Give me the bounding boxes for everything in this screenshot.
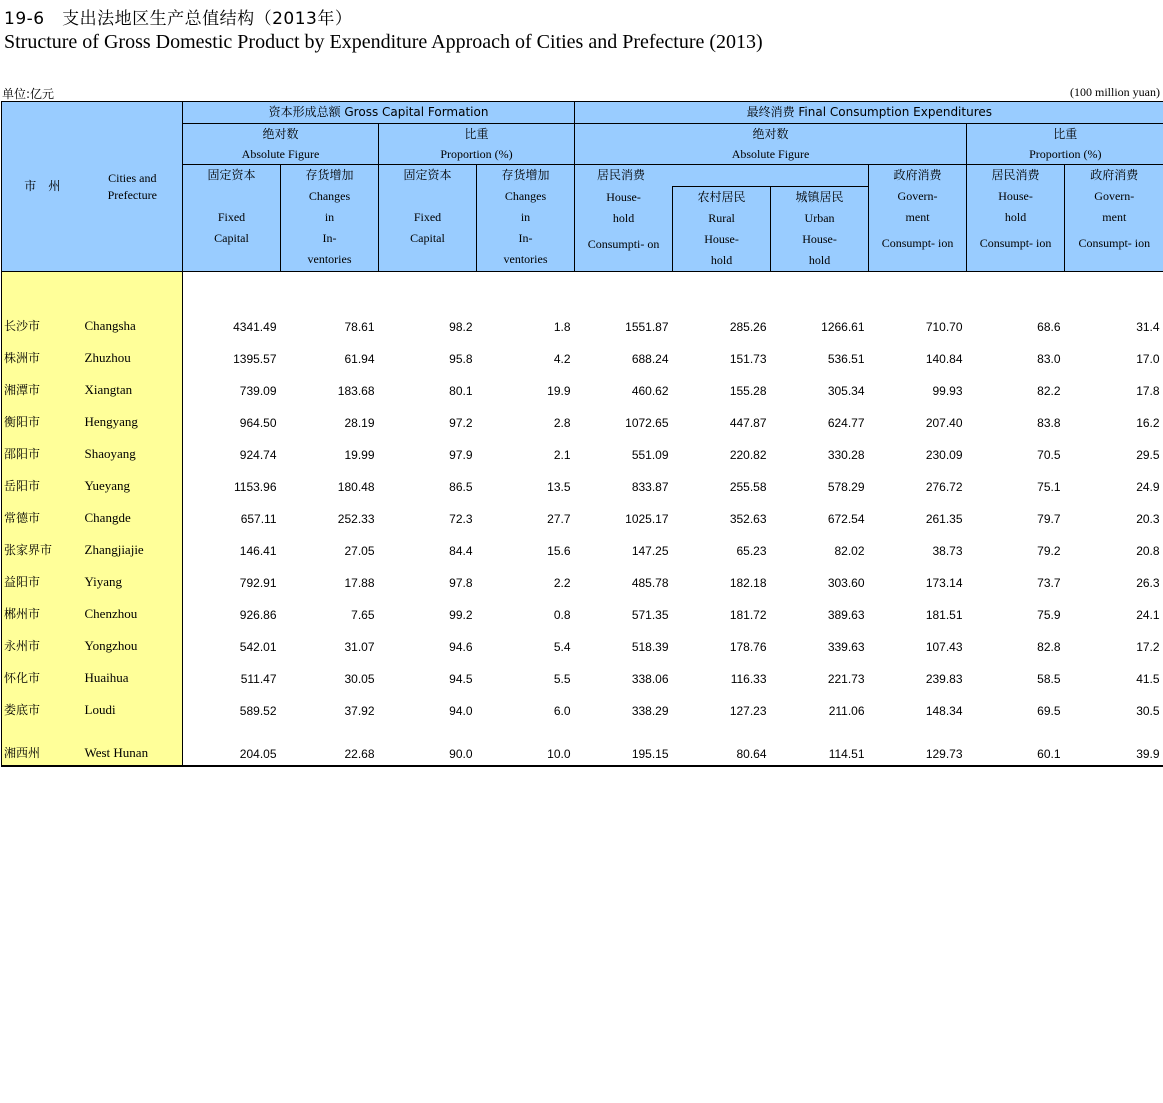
value-cell: 13.5 — [547, 479, 571, 494]
value-cell: 116.33 — [730, 671, 767, 686]
value-cell: 19.9 — [547, 383, 571, 398]
value-cell: 239.83 — [925, 671, 963, 686]
value-cell: 27.05 — [344, 543, 375, 558]
urban-household-header: 城镇居民 Urban House- hold — [771, 187, 869, 272]
table-row — [2, 466, 1163, 498]
value-cell: 180.48 — [337, 479, 375, 494]
city-column-header — [2, 102, 183, 272]
city-name-cn: 怀化市 — [2, 658, 83, 690]
city-name-cn: 常德市 — [2, 498, 83, 530]
value-cell: 107.43 — [925, 639, 963, 654]
city-name-en: Xiangtan — [83, 370, 183, 402]
table-row — [2, 594, 1163, 626]
table-row — [2, 338, 1163, 370]
value-cell: 58.5 — [1037, 671, 1061, 686]
value-cell: 30.5 — [1136, 703, 1160, 718]
city-name-en: Huaihua — [83, 658, 183, 690]
value-cell: 19.99 — [344, 447, 375, 462]
value-cell: 61.94 — [344, 351, 375, 366]
value-cell: 0.8 — [553, 607, 571, 622]
gdp-expenditure-table — [1, 101, 1163, 767]
value-cell: 41.5 — [1136, 671, 1160, 686]
value-cell: 140.84 — [925, 351, 963, 366]
value-cell: 94.6 — [449, 639, 473, 654]
city-name-cn: 益阳市 — [2, 562, 83, 594]
value-cell: 688.24 — [631, 351, 669, 366]
value-cell: 833.87 — [631, 479, 669, 494]
fce-proportion-header: 比重 Proportion (%) — [967, 124, 1163, 165]
value-cell: 447.87 — [729, 415, 767, 430]
fce-absolute-header: 绝对数 Absolute Figure — [575, 124, 967, 165]
household-prop-header: 居民消费 House- hold Consumpt- ion — [967, 165, 1065, 272]
table-row — [2, 626, 1163, 658]
city-header-cn: 市 州 — [24, 179, 61, 193]
page-title-cn: 19-6 支出法地区生产总值结构（2013年） — [4, 9, 353, 29]
value-cell: 1551.87 — [625, 319, 669, 334]
value-cell: 2.2 — [553, 575, 571, 590]
value-cell: 1025.17 — [625, 511, 669, 526]
rural-household-header: 农村居民 Rural House- hold — [673, 187, 771, 272]
value-cell: 195.15 — [575, 722, 673, 766]
value-cell: 127.23 — [729, 703, 767, 718]
government-consumption-header: 政府消费 Govern- ment Consumpt- ion — [869, 165, 967, 272]
value-cell: 255.58 — [729, 479, 767, 494]
table-row — [2, 402, 1163, 434]
value-cell: 90.0 — [379, 722, 477, 766]
value-cell: 69.5 — [1037, 703, 1061, 718]
value-cell: 1.8 — [553, 319, 571, 334]
value-cell: 5.4 — [553, 639, 571, 654]
value-cell: 303.60 — [827, 575, 865, 590]
value-cell: 542.01 — [239, 639, 277, 654]
value-cell: 17.2 — [1136, 639, 1160, 654]
value-cell: 29.5 — [1136, 447, 1160, 462]
value-cell: 207.40 — [925, 415, 963, 430]
table-row — [2, 722, 1163, 766]
value-cell: 94.5 — [449, 671, 473, 686]
value-cell: 151.73 — [729, 351, 767, 366]
city-name-en: Hengyang — [83, 402, 183, 434]
value-cell: 60.1 — [967, 722, 1065, 766]
page-title-en: Structure of Gross Domestic Product by Expenditure Approach of Cities and Prefecture (2013) — [4, 31, 763, 53]
value-cell: 710.70 — [925, 319, 963, 334]
value-cell: 26.3 — [1136, 575, 1160, 590]
value-cell: 389.63 — [827, 607, 865, 622]
value-cell: 75.9 — [1037, 607, 1061, 622]
value-cell: 352.63 — [729, 511, 767, 526]
city-name-en: Chenzhou — [83, 594, 183, 626]
value-cell: 97.9 — [449, 447, 473, 462]
city-name-en: Zhangjiajie — [83, 530, 183, 562]
value-cell: 173.14 — [925, 575, 963, 590]
value-cell: 182.18 — [729, 575, 767, 590]
value-cell: 79.7 — [1037, 511, 1061, 526]
city-name-en: Yongzhou — [83, 626, 183, 658]
value-cell: 24.1 — [1136, 607, 1160, 622]
value-cell: 739.09 — [239, 383, 277, 398]
value-cell: 97.2 — [449, 415, 473, 430]
table-header — [2, 102, 1163, 272]
value-cell: 460.62 — [631, 383, 669, 398]
city-name-cn: 株洲市 — [2, 338, 83, 370]
value-cell: 15.6 — [547, 543, 571, 558]
value-cell: 339.63 — [827, 639, 865, 654]
city-header-en-2: Prefecture — [107, 187, 157, 202]
value-cell: 37.92 — [344, 703, 375, 718]
value-cell: 65.23 — [736, 543, 767, 558]
value-cell: 82.02 — [834, 543, 865, 558]
value-cell: 68.6 — [1037, 319, 1061, 334]
value-cell: 20.8 — [1136, 543, 1160, 558]
value-cell: 72.3 — [449, 511, 473, 526]
value-cell: 220.82 — [729, 447, 767, 462]
value-cell: 261.35 — [925, 511, 963, 526]
city-name-en: Loudi — [83, 690, 183, 722]
value-cell: 95.8 — [449, 351, 473, 366]
value-cell: 511.47 — [240, 671, 277, 686]
value-cell: 7.65 — [351, 607, 375, 622]
value-cell: 518.39 — [631, 639, 669, 654]
value-cell: 78.61 — [344, 319, 375, 334]
value-cell: 73.7 — [1037, 575, 1061, 590]
value-cell: 624.77 — [827, 415, 865, 430]
city-name-en: Zhuzhou — [83, 338, 183, 370]
value-cell: 129.73 — [869, 722, 967, 766]
city-name-en: Changsha — [83, 306, 183, 338]
city-name-en: West Hunan — [83, 722, 183, 766]
value-cell: 28.19 — [344, 415, 375, 430]
household-total-header: House- hold Consumpti- on — [575, 187, 673, 272]
value-cell: 16.2 — [1136, 415, 1160, 430]
value-cell: 17.0 — [1136, 351, 1160, 366]
final-consumption-header: 最终消费 Final Consumption Expenditures — [575, 102, 1163, 124]
inventories-header: 存货增加 Changes in In- ventories — [281, 165, 379, 272]
city-name-cn: 永州市 — [2, 626, 83, 658]
value-cell: 4341.49 — [233, 319, 277, 334]
value-cell: 589.52 — [239, 703, 277, 718]
value-cell: 276.72 — [925, 479, 963, 494]
value-cell: 17.8 — [1136, 383, 1160, 398]
value-cell: 330.28 — [827, 447, 865, 462]
value-cell: 571.35 — [631, 607, 669, 622]
value-cell: 114.51 — [771, 722, 869, 766]
fixed-capital-header: 固定资本 Fixed Capital — [183, 165, 281, 272]
value-cell: 80.64 — [673, 722, 771, 766]
value-cell: 39.9 — [1065, 722, 1163, 766]
value-cell: 83.0 — [1037, 351, 1061, 366]
value-cell: 31.07 — [344, 639, 375, 654]
city-name-en: Changde — [83, 498, 183, 530]
value-cell: 98.2 — [449, 319, 473, 334]
city-name-en: Yueyang — [83, 466, 183, 498]
value-cell: 84.4 — [449, 543, 473, 558]
table-row — [2, 498, 1163, 530]
spacer-row — [2, 272, 1163, 306]
value-cell: 1266.61 — [821, 319, 865, 334]
value-cell: 2.1 — [553, 447, 571, 462]
value-cell: 155.28 — [729, 383, 767, 398]
value-cell: 1072.65 — [625, 415, 669, 430]
inventories-prop-header: 存货增加 Changes in In- ventories — [477, 165, 575, 272]
value-cell: 926.86 — [239, 607, 277, 622]
city-header-en-1: Cities and — [108, 170, 157, 185]
value-cell: 82.8 — [1037, 639, 1061, 654]
city-name-cn: 长沙市 — [2, 306, 83, 338]
city-name-en: Yiyang — [83, 562, 183, 594]
city-name-cn: 湘西州 — [2, 722, 83, 766]
value-cell: 252.33 — [337, 511, 375, 526]
city-name-cn: 郴州市 — [2, 594, 83, 626]
value-cell: 178.76 — [729, 639, 767, 654]
city-name-cn: 岳阳市 — [2, 466, 83, 498]
value-cell: 181.72 — [729, 607, 767, 622]
value-cell: 22.68 — [281, 722, 379, 766]
value-cell: 24.9 — [1136, 479, 1160, 494]
value-cell: 30.05 — [344, 671, 375, 686]
value-cell: 38.73 — [932, 543, 963, 558]
value-cell: 338.06 — [631, 671, 669, 686]
value-cell: 230.09 — [925, 447, 963, 462]
table-row — [2, 530, 1163, 562]
city-name-cn: 张家界市 — [2, 530, 83, 562]
unit-label-en: (100 million yuan) — [1070, 85, 1160, 99]
value-cell: 578.29 — [827, 479, 865, 494]
government-prop-header: 政府消费 Govern- ment Consumpt- ion — [1065, 165, 1163, 272]
table-row — [2, 690, 1163, 722]
value-cell: 1153.96 — [234, 479, 277, 494]
table-row — [2, 658, 1163, 690]
table-row — [2, 434, 1163, 466]
value-cell: 672.54 — [827, 511, 865, 526]
city-name-cn: 湘潭市 — [2, 370, 83, 402]
gcf-proportion-header: 比重 Proportion (%) — [379, 124, 575, 165]
value-cell: 181.51 — [925, 607, 963, 622]
value-cell: 75.1 — [1037, 479, 1061, 494]
value-cell: 221.73 — [827, 671, 865, 686]
value-cell: 99.93 — [932, 383, 963, 398]
gross-capital-formation-header: 资本形成总额 Gross Capital Formation — [183, 102, 575, 124]
table-row — [2, 370, 1163, 402]
value-cell: 99.2 — [449, 607, 473, 622]
value-cell: 4.2 — [553, 351, 571, 366]
value-cell: 94.0 — [449, 703, 473, 718]
value-cell: 6.0 — [553, 703, 571, 718]
value-cell: 147.25 — [631, 543, 669, 558]
value-cell: 536.51 — [827, 351, 865, 366]
value-cell: 83.8 — [1037, 415, 1061, 430]
value-cell: 183.68 — [337, 383, 375, 398]
value-cell: 82.2 — [1037, 383, 1061, 398]
city-name-cn: 邵阳市 — [2, 434, 83, 466]
value-cell: 485.78 — [631, 575, 669, 590]
value-cell: 1395.57 — [233, 351, 277, 366]
value-cell: 551.09 — [631, 447, 669, 462]
value-cell: 70.5 — [1037, 447, 1061, 462]
fixed-capital-prop-header: 固定资本 Fixed Capital — [379, 165, 477, 272]
value-cell: 10.0 — [477, 722, 575, 766]
value-cell: 20.3 — [1136, 511, 1160, 526]
gcf-absolute-header: 绝对数 Absolute Figure — [183, 124, 379, 165]
value-cell: 146.41 — [239, 543, 277, 558]
value-cell: 305.34 — [827, 383, 865, 398]
value-cell: 924.74 — [239, 447, 277, 462]
value-cell: 17.88 — [344, 575, 375, 590]
value-cell: 31.4 — [1136, 319, 1160, 334]
value-cell: 792.91 — [239, 575, 277, 590]
value-cell: 5.5 — [553, 671, 571, 686]
value-cell: 80.1 — [449, 383, 473, 398]
city-name-cn: 娄底市 — [2, 690, 83, 722]
value-cell: 86.5 — [449, 479, 473, 494]
value-cell: 204.05 — [183, 722, 281, 766]
value-cell: 148.34 — [925, 703, 963, 718]
table-row — [2, 562, 1163, 594]
city-name-cn: 衡阳市 — [2, 402, 83, 434]
value-cell: 964.50 — [239, 415, 277, 430]
table-row — [2, 306, 1163, 338]
value-cell: 79.2 — [1037, 543, 1061, 558]
value-cell: 2.8 — [553, 415, 571, 430]
value-cell: 285.26 — [729, 319, 767, 334]
value-cell: 657.11 — [240, 511, 277, 526]
unit-label-cn: 单位:亿元 — [2, 87, 55, 101]
city-name-en: Shaoyang — [83, 434, 183, 466]
value-cell: 338.29 — [631, 703, 669, 718]
value-cell: 27.7 — [547, 511, 571, 526]
household-consumption-header: 居民消费 — [575, 165, 869, 187]
value-cell: 211.06 — [828, 703, 865, 718]
value-cell: 97.8 — [449, 575, 473, 590]
table-body — [2, 272, 1163, 766]
